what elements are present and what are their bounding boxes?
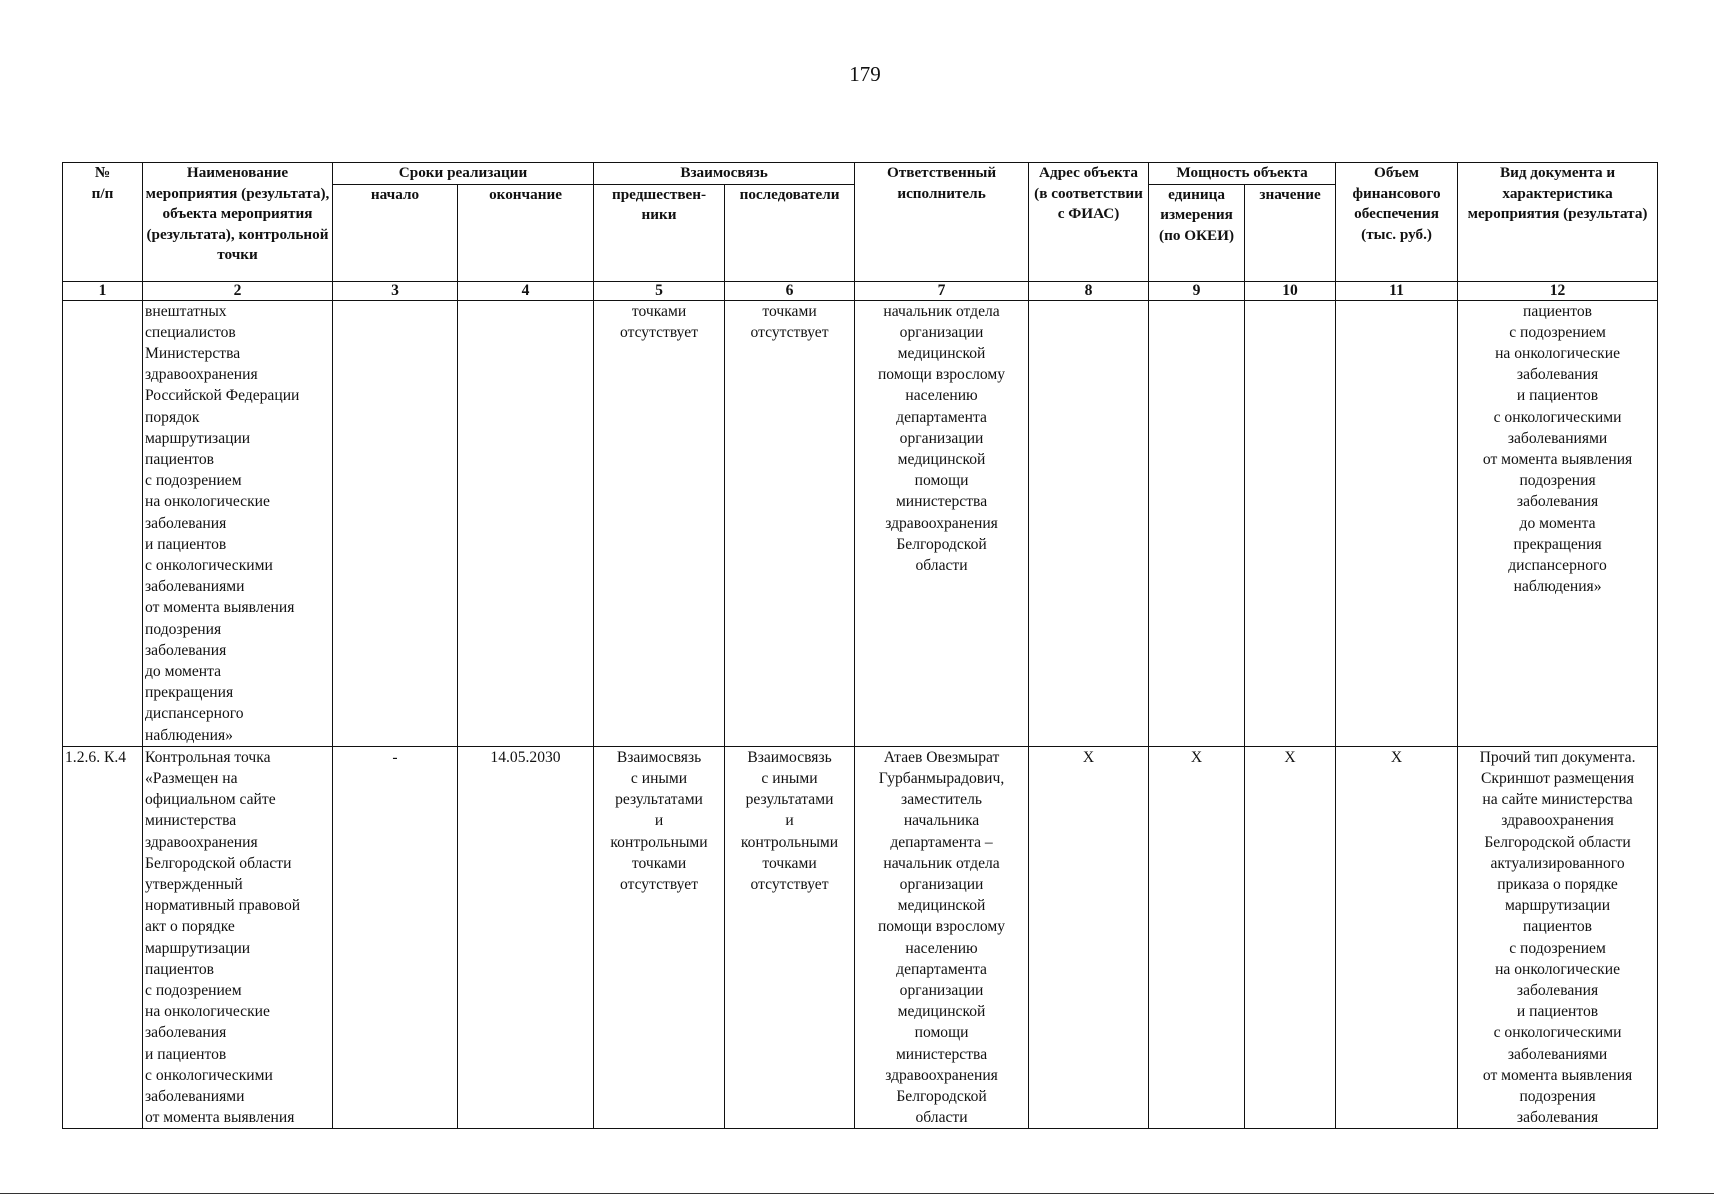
col-header-predecessors: предшествен- ники [594, 184, 725, 281]
cell-doc-type: Прочий тип документа. Скриншот размещения на сайте министерства здравоохранения Белгородской области актуализированного приказа о порядке маршрутизации пациентов с подозрением на онкологические заболевания и пациентов с онкологическими заболеваниями от момента выявления подозрения заболевания [1458, 746, 1658, 1129]
col-header-terms: Сроки реализации [333, 163, 594, 185]
cell-responsible: Атаев Овезмырат Гурбанмырадович, заместитель начальника департамента – начальник отдела организации медицинской помощи взрослому населению департамента организации медицинской помощи министерства здравоохранения Белгородской области [855, 746, 1029, 1129]
cell-address: X [1029, 746, 1149, 1129]
cell-doc-type: пациентов с подозрением на онкологические заболевания и пациентов с онкологическими заболеваниями от момента выявления подозрения заболевания до момента прекращения диспансерного наблюдения» [1458, 300, 1658, 746]
table-row [63, 746, 1658, 1129]
col-header-address: Адрес объекта (в соответствии с ФИАС) [1029, 163, 1149, 282]
col-header-doc-type: Вид документа и характеристика мероприятия (результата) [1458, 163, 1658, 282]
column-number: 9 [1149, 281, 1245, 300]
column-number-row [63, 281, 1658, 300]
cell-followers: точками отсутствует [725, 300, 855, 746]
cell-start: - [333, 746, 458, 1129]
col-header-value: значение [1245, 184, 1336, 281]
column-number: 8 [1029, 281, 1149, 300]
column-number: 7 [855, 281, 1029, 300]
cell-start [333, 300, 458, 746]
column-number: 12 [1458, 281, 1658, 300]
cell-name: внештатных специалистов Министерства здравоохранения Российской Федерации порядок маршрутизации пациентов с подозрением на онкологические заболевания и пациентов с онкологическими заболеваниями от момента выявления подозрения заболевания до момента прекращения диспансерного наблюдения» [143, 300, 333, 746]
col-header-finance: Объем финансового обеспечения (тыс. руб.) [1336, 163, 1458, 282]
column-number: 10 [1245, 281, 1336, 300]
col-header-end: окончание [458, 184, 594, 281]
col-header-capacity: Мощность объекта [1149, 163, 1336, 185]
cell-value [1245, 300, 1336, 746]
cell-responsible: начальник отдела организации медицинской помощи взрослому населению департамента организации медицинской помощи министерства здравоохранения Белгородской области [855, 300, 1029, 746]
cell-unit [1149, 300, 1245, 746]
cell-followers: Взаимосвязь с иными результатами и контрольными точками отсутствует [725, 746, 855, 1129]
column-number: 5 [594, 281, 725, 300]
col-header-name: Наименование мероприятия (результата), объекта мероприятия (результата), контрольной точки [143, 163, 333, 282]
cell-end [458, 300, 594, 746]
cell-predecessors: точками отсутствует [594, 300, 725, 746]
column-number: 3 [333, 281, 458, 300]
col-header-followers: последователи [725, 184, 855, 281]
cell-value: X [1245, 746, 1336, 1129]
column-number: 11 [1336, 281, 1458, 300]
cell-no: 1.2.6. К.4 [63, 746, 143, 1129]
cell-unit: X [1149, 746, 1245, 1129]
cell-end: 14.05.2030 [458, 746, 594, 1129]
cell-finance [1336, 300, 1458, 746]
col-header-relation: Взаимосвязь [594, 163, 855, 185]
scan-bottom-edge [0, 1193, 1714, 1194]
cell-no [63, 300, 143, 746]
column-number: 6 [725, 281, 855, 300]
cell-predecessors: Взаимосвязь с иными результатами и контрольными точками отсутствует [594, 746, 725, 1129]
col-header-start: начало [333, 184, 458, 281]
cell-name: Контрольная точка «Размещен на официальном сайте министерства здравоохранения Белгородской области утвержденный нормативный правовой акт о порядке маршрутизации пациентов с подозрением на онкологические заболевания и пациентов с онкологическими заболеваниями от момента выявления [143, 746, 333, 1129]
page-number: 179 [849, 62, 881, 86]
col-header-responsible: Ответственный исполнитель [855, 163, 1029, 282]
column-number: 4 [458, 281, 594, 300]
header-row-1 [63, 163, 1658, 185]
col-header-unit: единица измерения (по ОКЕИ) [1149, 184, 1245, 281]
column-number: 2 [143, 281, 333, 300]
column-number: 1 [63, 281, 143, 300]
col-header-no: № п/п [63, 163, 143, 282]
cell-address [1029, 300, 1149, 746]
cell-finance: X [1336, 746, 1458, 1129]
table-row [63, 300, 1658, 746]
implementation-plan-table [62, 162, 1658, 1129]
